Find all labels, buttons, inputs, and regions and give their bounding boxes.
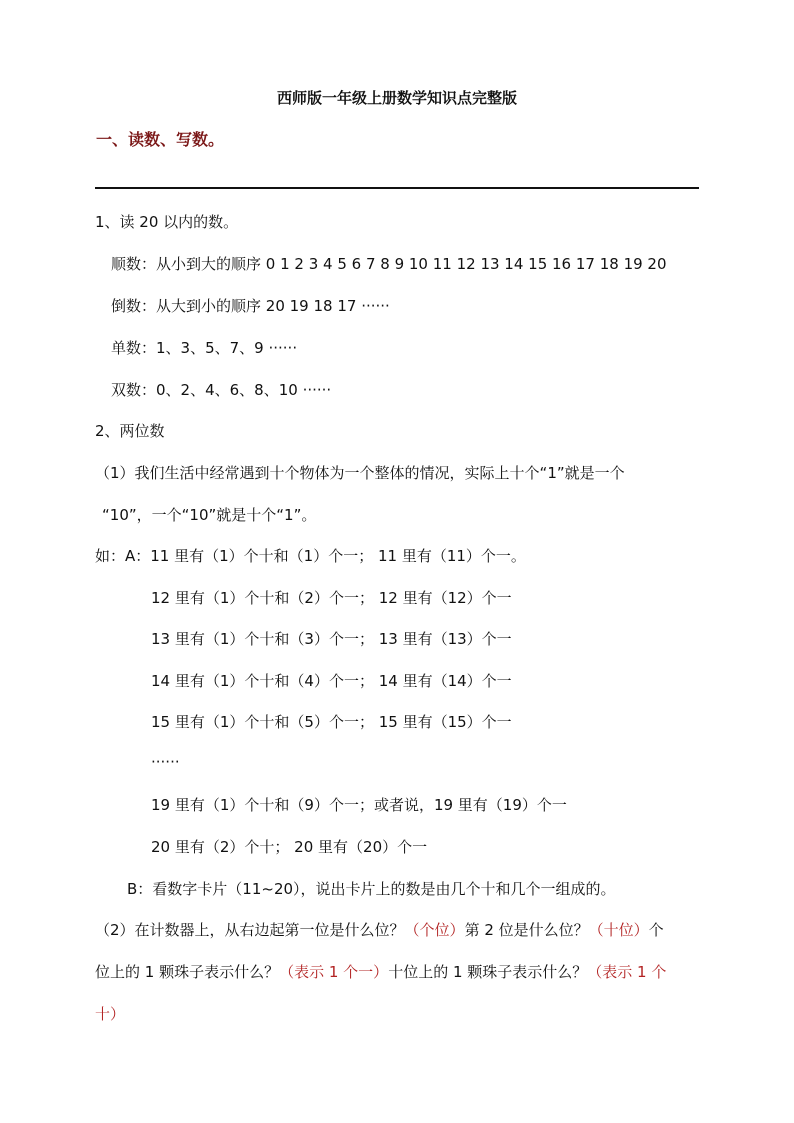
item-1-heading: 1、读 20 以内的数。 [95,213,239,231]
example-a-line: 如：A：11 里有（1）个十和（1）个一； 11 里有（11）个一。 [95,547,526,565]
document-title: 西师版一年级上册数学知识点完整版 [276,89,517,107]
example-13-line: 13 里有（1）个十和（3）个一； 13 里有（13）个一 [151,630,512,648]
odd-numbers-line: 单数：1、3、5、7、9 ······ [111,339,298,357]
paragraph-2-text: 位上的 1 颗珠子表示什么？ [95,963,280,981]
example-ellipsis: ······ [151,753,180,771]
descending-order-line: 倒数：从大到小的顺序 20 19 18 17 ······ [111,297,390,315]
paragraph-2-text: 个 [648,921,664,939]
answer-ones-place: （个位） [404,921,465,939]
even-numbers-line: 双数：0、2、4、6、8、10 ······ [111,381,332,399]
divider-line [95,187,699,189]
section-heading: 一、读数、写数。 [96,130,225,149]
example-14-line: 14 里有（1）个十和（4）个一； 14 里有（14）个一 [151,672,512,690]
example-b-line: B：看数字卡片（11~20），说出卡片上的数是由几个十和几个一组成的。 [127,880,616,898]
paragraph-1-line-2: “10”，一个“10”就是十个“1”。 [102,506,317,524]
paragraph-2-text: 第 2 位是什么位？ [464,921,589,939]
example-15-line: 15 里有（1）个十和（5）个一； 15 里有（15）个一 [151,713,512,731]
paragraph-2-line-1 [95,920,664,940]
example-12-line: 12 里有（1）个十和（2）个一； 12 里有（12）个一 [151,589,512,607]
answer-tens-place: （十位） [588,921,649,939]
paragraph-2-text: （2）在计数器上，从右边起第一位是什么位？ [95,921,405,939]
answer-one-ten-part: （表示 1 个 [587,963,667,981]
example-19-line: 19 里有（1）个十和（9）个一；或者说，19 里有（19）个一 [151,796,567,814]
ascending-order-line: 顺数：从小到大的顺序 0 1 2 3 4 5 6 7 8 9 10 11 12 13 14 15 16 17 18 19 20 [111,255,667,273]
item-2-heading: 2、两位数 [95,422,165,440]
paragraph-1-line-1: （1）我们生活中经常遇到十个物体为一个整体的情况，实际上十个“1”就是一个 [95,464,625,482]
answer-one-ten-end: 十） [95,1005,126,1023]
paragraph-2-text: 十位上的 1 颗珠子表示什么？ [388,963,588,981]
answer-one-unit: （表示 1 个一） [279,963,389,981]
paragraph-2-line-2 [95,962,666,982]
example-20-line: 20 里有（2）个十； 20 里有（20）个一 [151,838,428,856]
